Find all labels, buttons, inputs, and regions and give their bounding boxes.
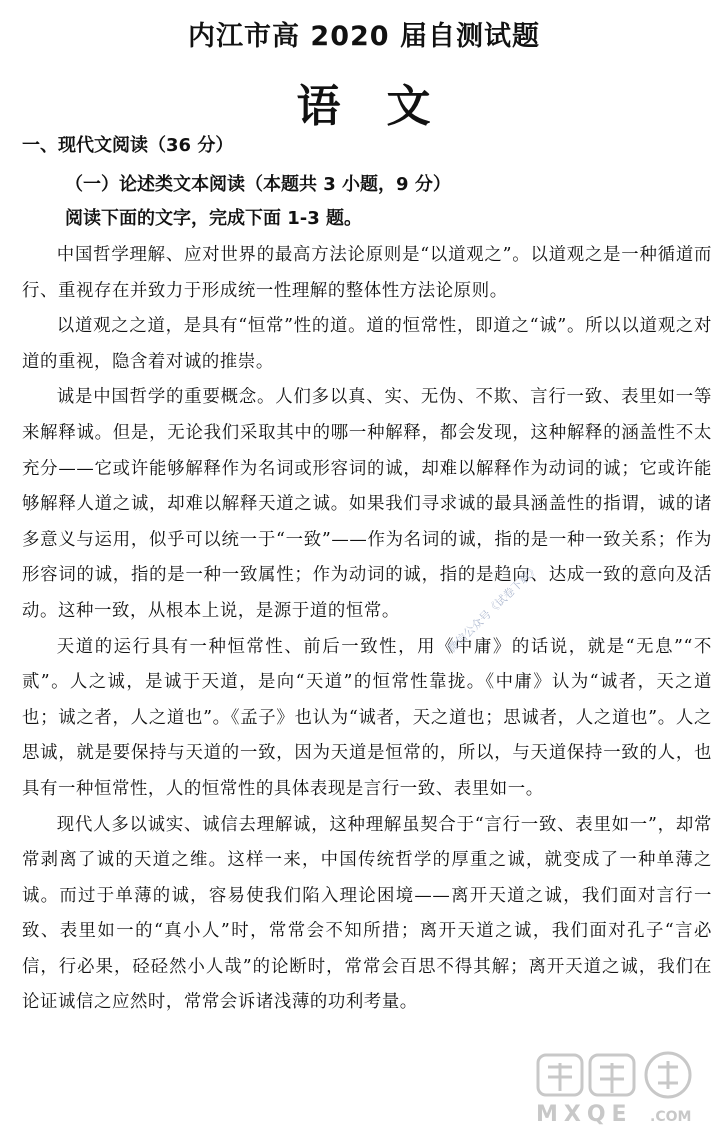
instruction-text: 阅读下面的文字，完成下面 1-3 题。 xyxy=(65,208,363,229)
passage-paragraph-4: 天道的运行具有一种恒常性、前后一致性，用《中庸》的话说，就是“无息”“不贰”。人之诚，是诚于天道，是向“天道”的恒常性靠拢。《中庸》认为“诚者，天之道也；诚之者，人之道也”。《孟子》也认为“诚者，天之道也；思诚者，人之道也”。人之思诚，就是要保持与天道的一致，因为天道是恒常的，所以，与天道保持一致的人，也具有一种恒常性，人的恒常性的具体表现是言行一致、表里如一。 xyxy=(22,636,712,799)
section-heading: 一、现代文阅读（36 分） xyxy=(22,135,234,156)
passage-paragraph-1: 中国哲学理解、应对世界的最高方法论原则是“以道观之”。以道观之是一种循道而行、重视存在并致力于形成统一性理解的整体性方法论原则。 xyxy=(22,245,712,301)
subsection-heading: （一）论述类文本阅读（本题共 3 小题，9 分） xyxy=(65,174,451,195)
passage-body xyxy=(22,238,712,1021)
watermark-logo xyxy=(520,1045,720,1125)
subject-heading: 语 文 xyxy=(296,81,432,132)
passage-paragraph-3: 诚是中国哲学的重要概念。人们多以真、实、无伪、不欺、言行一致、表里如一等来解释诚。但是，无论我们采取其中的哪一种解释，都会发现，这种解释的涵盖性不太充分——它或许能够解释作为名词或形容词的诚，却难以解释作为动词的诚；它或许能够解释人道之诚，却难以解释天道之诚。如果我们寻求诚的最具涵盖性的指谓，诚的诸多意义与运用，似乎可以统一于“一致”——作为名词的诚，指的是一种一致关系；作为形容词的诚，指的是一种一致属性；作为动词的诚，指的是趋向、达成一致的意向及活动。这种一致，从根本上说，是源于道的恒常。 xyxy=(22,387,712,621)
diagonal-watermark: 微信公众号《试卷下载》 xyxy=(445,561,542,656)
svg-text:.COM: .COM xyxy=(650,1109,692,1125)
exam-title: 内江市高 2020 届自测试题 xyxy=(188,21,540,52)
svg-text:MXQE: MXQE xyxy=(536,1102,633,1125)
passage-paragraph-5: 现代人多以诚实、诚信去理解诚，这种理解虽契合于“言行一致、表里如一”，却常常剥离了诚的天道之维。这样一来，中国传统哲学的厚重之诚，就变成了一种单薄之诚。而过于单薄的诚，容易使我们陷入理论困境——离开天道之诚，我们面对言行一致、表里如一的“真小人”时，常常会不知所措；离开天道之诚，我们面对孔子“言必信，行必果，硁硁然小人哉”的论断时，常常会百思不得其解；离开天道之诚，我们在论证诚信之应然时，常常会诉诸浅薄的功利考量。 xyxy=(22,814,712,1013)
passage-paragraph-2: 以道观之之道，是具有“恒常”性的道。道的恒常性，即道之“诚”。所以以道观之对道的重视，隐含着对诚的推崇。 xyxy=(22,316,712,372)
